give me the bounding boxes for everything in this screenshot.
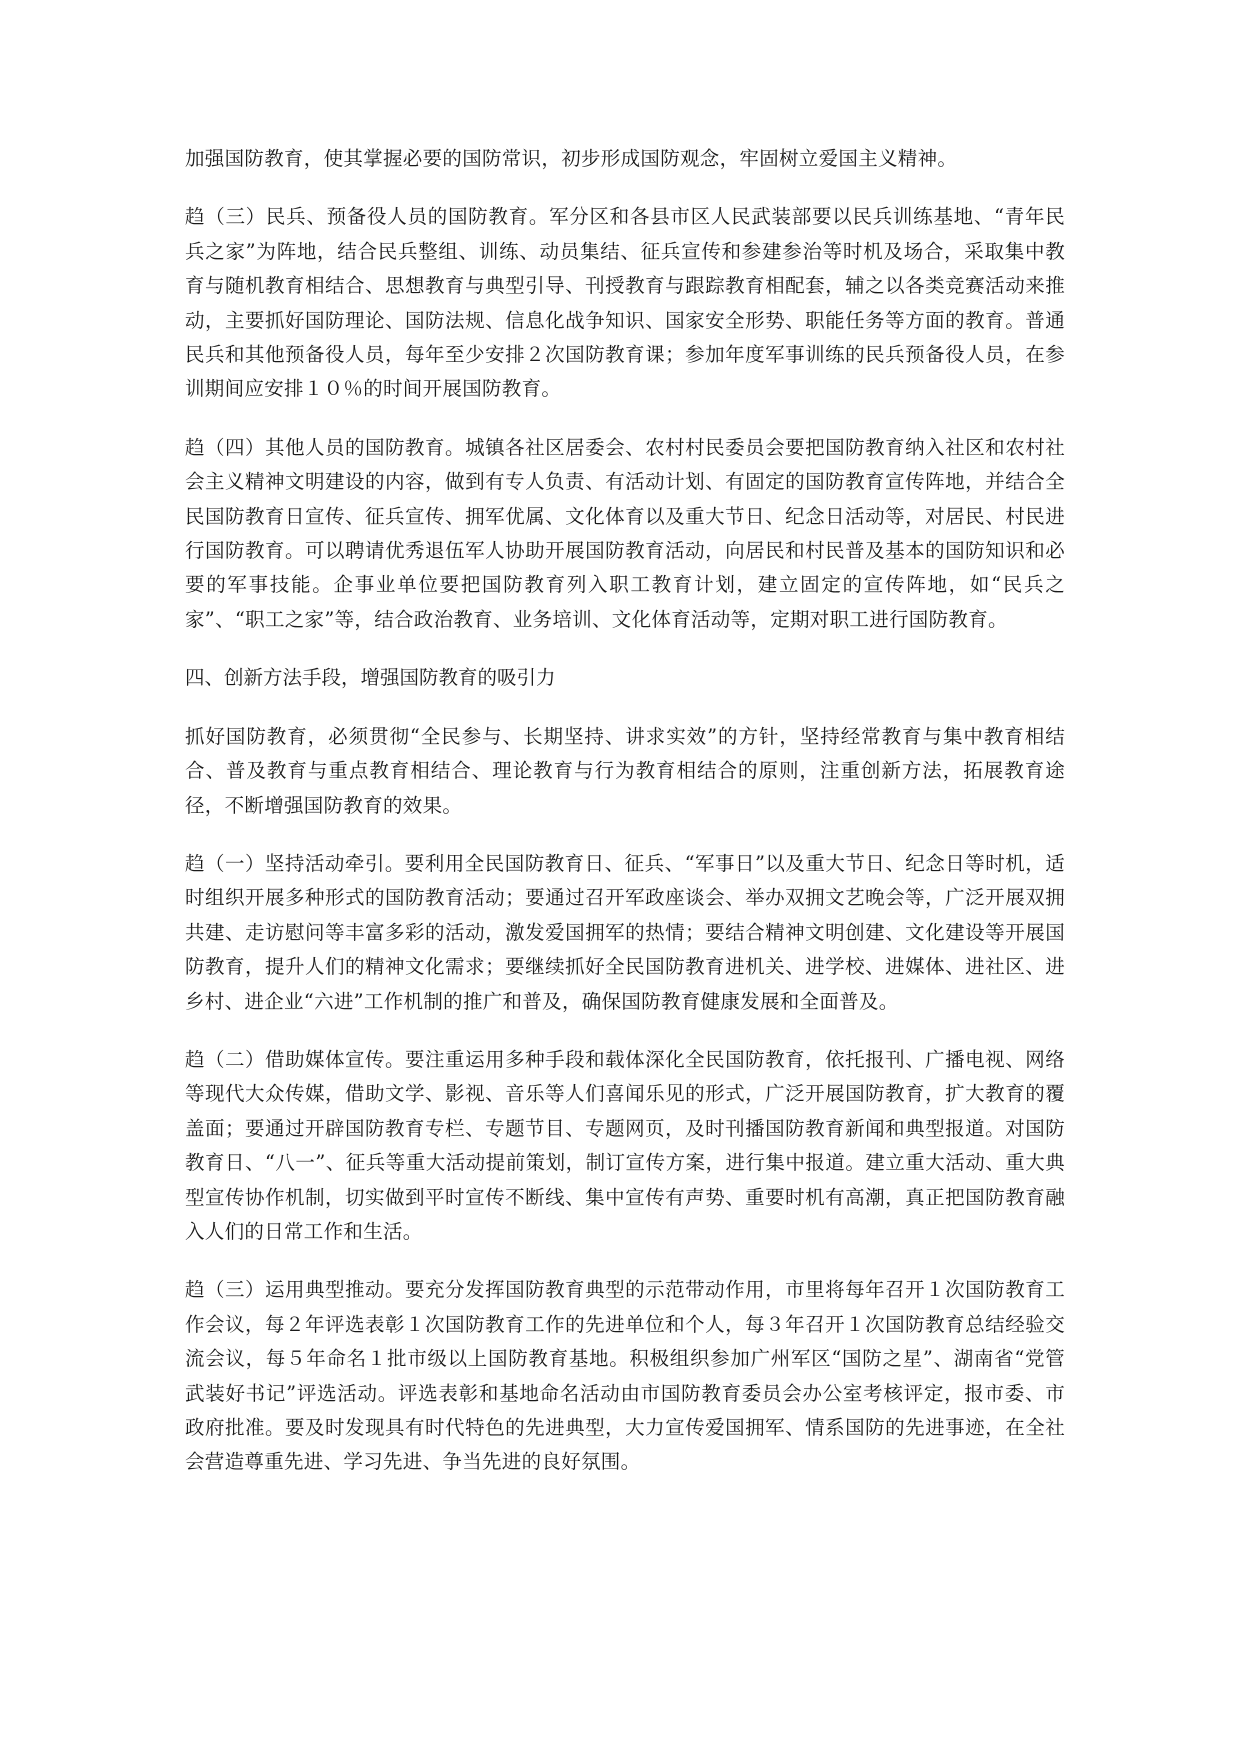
paragraph-patriotism-closing: 加强国防教育，使其掌握必要的国防常识，初步形成国防观念，牢固树立爱国主义精神。 (185, 147, 958, 170)
section-heading-innovate-methods: 四、创新方法手段，增强国防教育的吸引力 (185, 666, 556, 690)
paragraph-media-publicity: 趋（二）借助媒体宣传。要注重运用多种手段和载体深化全民国防教育，依托报刊、广播电视、网络等现代大众传媒，借助文学、影视、音乐等人们喜闻乐见的形式，广泛开展国防教育，扩大教育的覆盖面；要通过开辟国防教育专栏、专题节目、专题网页，及时刊播国防教育新闻和典型报道。对国防教育日、“八一”、征兵等重大活动提前策划，制订宣传方案，进行集中报道。建立重大活动、重大典型宣传协作机制，切实做到平时宣传不断线、集中宣传有声势、重要时机有高潮，真正把国防教育融入人们的日常工作和生活。 (185, 1047, 1065, 1243)
paragraph-militia-reserve-education: 趋（三）民兵、预备役人员的国防教育。军分区和各县市区人民武装部要以民兵训练基地、“青年民兵之家”为阵地，结合民兵整组、训练、动员集结、征兵宣传和参建参治等时机及场合，采取集中教育与随机教育相结合、思想教育与典型引导、刊授教育与跟踪教育相配套，辅之以各类竞赛活动来推动，主要抓好国防理论、国防法规、信息化战争知识、国家安全形势、职能任务等方面的教育。普通民兵和其他预备役人员，每年至少安排２次国防教育课；参加年度军事训练的民兵预备役人员，在参训期间应安排１０％的时间开展国防教育。 (185, 205, 1065, 401)
paragraph-model-promotion: 趋（三）运用典型推动。要充分发挥国防教育典型的示范带动作用，市里将每年召开１次国防教育工作会议，每２年评选表彰１次国防教育工作的先进单位和个人，每３年召开１次国防教育总结经验交流会议，每５年命名１批市级以上国防教育基地。积极组织参加广州军区“国防之星”、湖南省“党管武装好书记”评选活动。评选表彰和基地命名活动由市国防教育委员会办公室考核评定，报市委、市政府批准。要及时发现具有时代特色的先进典型，大力宣传爱国拥军、情系国防的先进事迹，在全社会营造尊重先进、学习先进、争当先进的良好氛围。 (185, 1278, 1065, 1474)
paragraph-activity-driven: 趋（一）坚持活动牵引。要利用全民国防教育日、征兵、“军事日”以及重大节日、纪念日等时机，适时组织开展多种形式的国防教育活动；要通过召开军政座谈会、举办双拥文艺晚会等，广泛开展双拥共建、走访慰问等丰富多彩的活动，激发爱国拥军的热情；要结合精神文明创建、文化建设等开展国防教育，提升人们的精神文化需求；要继续抓好全民国防教育进机关、进学校、进媒体、进社区、进乡村、进企业“六进”工作机制的推广和普及，确保国防教育健康发展和全面普及。 (185, 851, 1065, 1013)
paragraph-other-personnel-education: 趋（四）其他人员的国防教育。城镇各社区居委会、农村村民委员会要把国防教育纳入社区和农村社会主义精神文明建设的内容，做到有专人负责、有活动计划、有固定的国防教育宣传阵地，并结合全民国防教育日宣传、征兵宣传、拥军优属、文化体育以及重大节日、纪念日活动等，对居民、村民进行国防教育。可以聘请优秀退伍军人协助开展国防教育活动，向居民和村民普及基本的国防知识和必要的军事技能。企事业单位要把国防教育列入职工教育计划，建立固定的宣传阵地，如“民兵之家”、“职工之家”等，结合政治教育、业务培训、文化体育活动等，定期对职工进行国防教育。 (185, 435, 1065, 631)
document-page (185, 142, 1065, 1504)
paragraph-guiding-principles: 抓好国防教育，必须贯彻“全民参与、长期坚持、讲求实效”的方针，坚持经常教育与集中教育相结合、普及教育与重点教育相结合、理论教育与行为教育相结合的原则，注重创新方法，拓展教育途径，不断增强国防教育的效果。 (185, 724, 1065, 817)
